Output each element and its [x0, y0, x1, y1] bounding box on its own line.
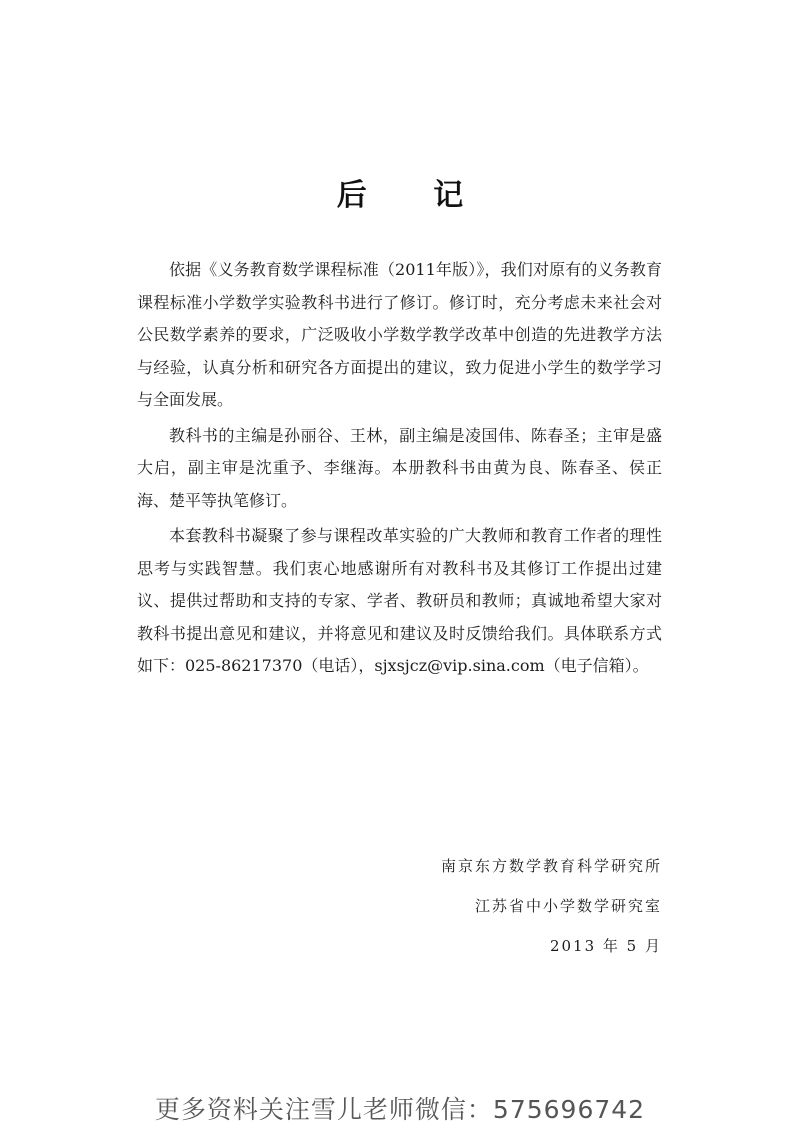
- body-text: [137, 254, 662, 686]
- watermark-text: 更多资料关注雪儿老师微信：575696742: [154, 1095, 646, 1124]
- page-title: 后 记: [336, 178, 492, 213]
- paragraph-revision-basis: 依据《义务教育数学课程标准（2011年版）》，我们对原有的义务教育课程标准小学数学实验教科书进行了修订。修订时，充分考虑未来社会对公民数学素养的要求，广泛吸收小学数学教学改革中创造的先进教学方法与经验，认真分析和研究各方面提出的建议，致力促进小学生的数学学习与全面发展。: [137, 260, 662, 409]
- signature-org-office: 江苏省中小学数学研究室: [474, 897, 662, 915]
- paragraph-acknowledgements: 本套教科书凝聚了参与课程改革实验的广大教师和教育工作者的理性思考与实践智慧。我们衷心地感谢所有对教科书及其修订工作提出过建议、提供过帮助和支持的专家、学者、教研员和教师；真诚地希望大家对教科书提出意见和建议，并将意见和建议及时反馈给我们。具体联系方式如下：025-86217370（电话），sjxsjcz@vip.sina.com（电子信箱）。: [137, 526, 662, 675]
- signature-block: [441, 846, 662, 966]
- signature-org-institute: 南京东方数学教育科学研究所: [440, 857, 662, 875]
- signature-date: 2013 年 5 月: [549, 937, 662, 955]
- paragraph-editors: 教科书的主编是孙丽谷、王林，副主编是凌国伟、陈春圣；主审是盛大启，副主审是沈重予、李继海。本册教科书由黄为良、陈春圣、侯正海、楚平等执笔修订。: [137, 425, 662, 510]
